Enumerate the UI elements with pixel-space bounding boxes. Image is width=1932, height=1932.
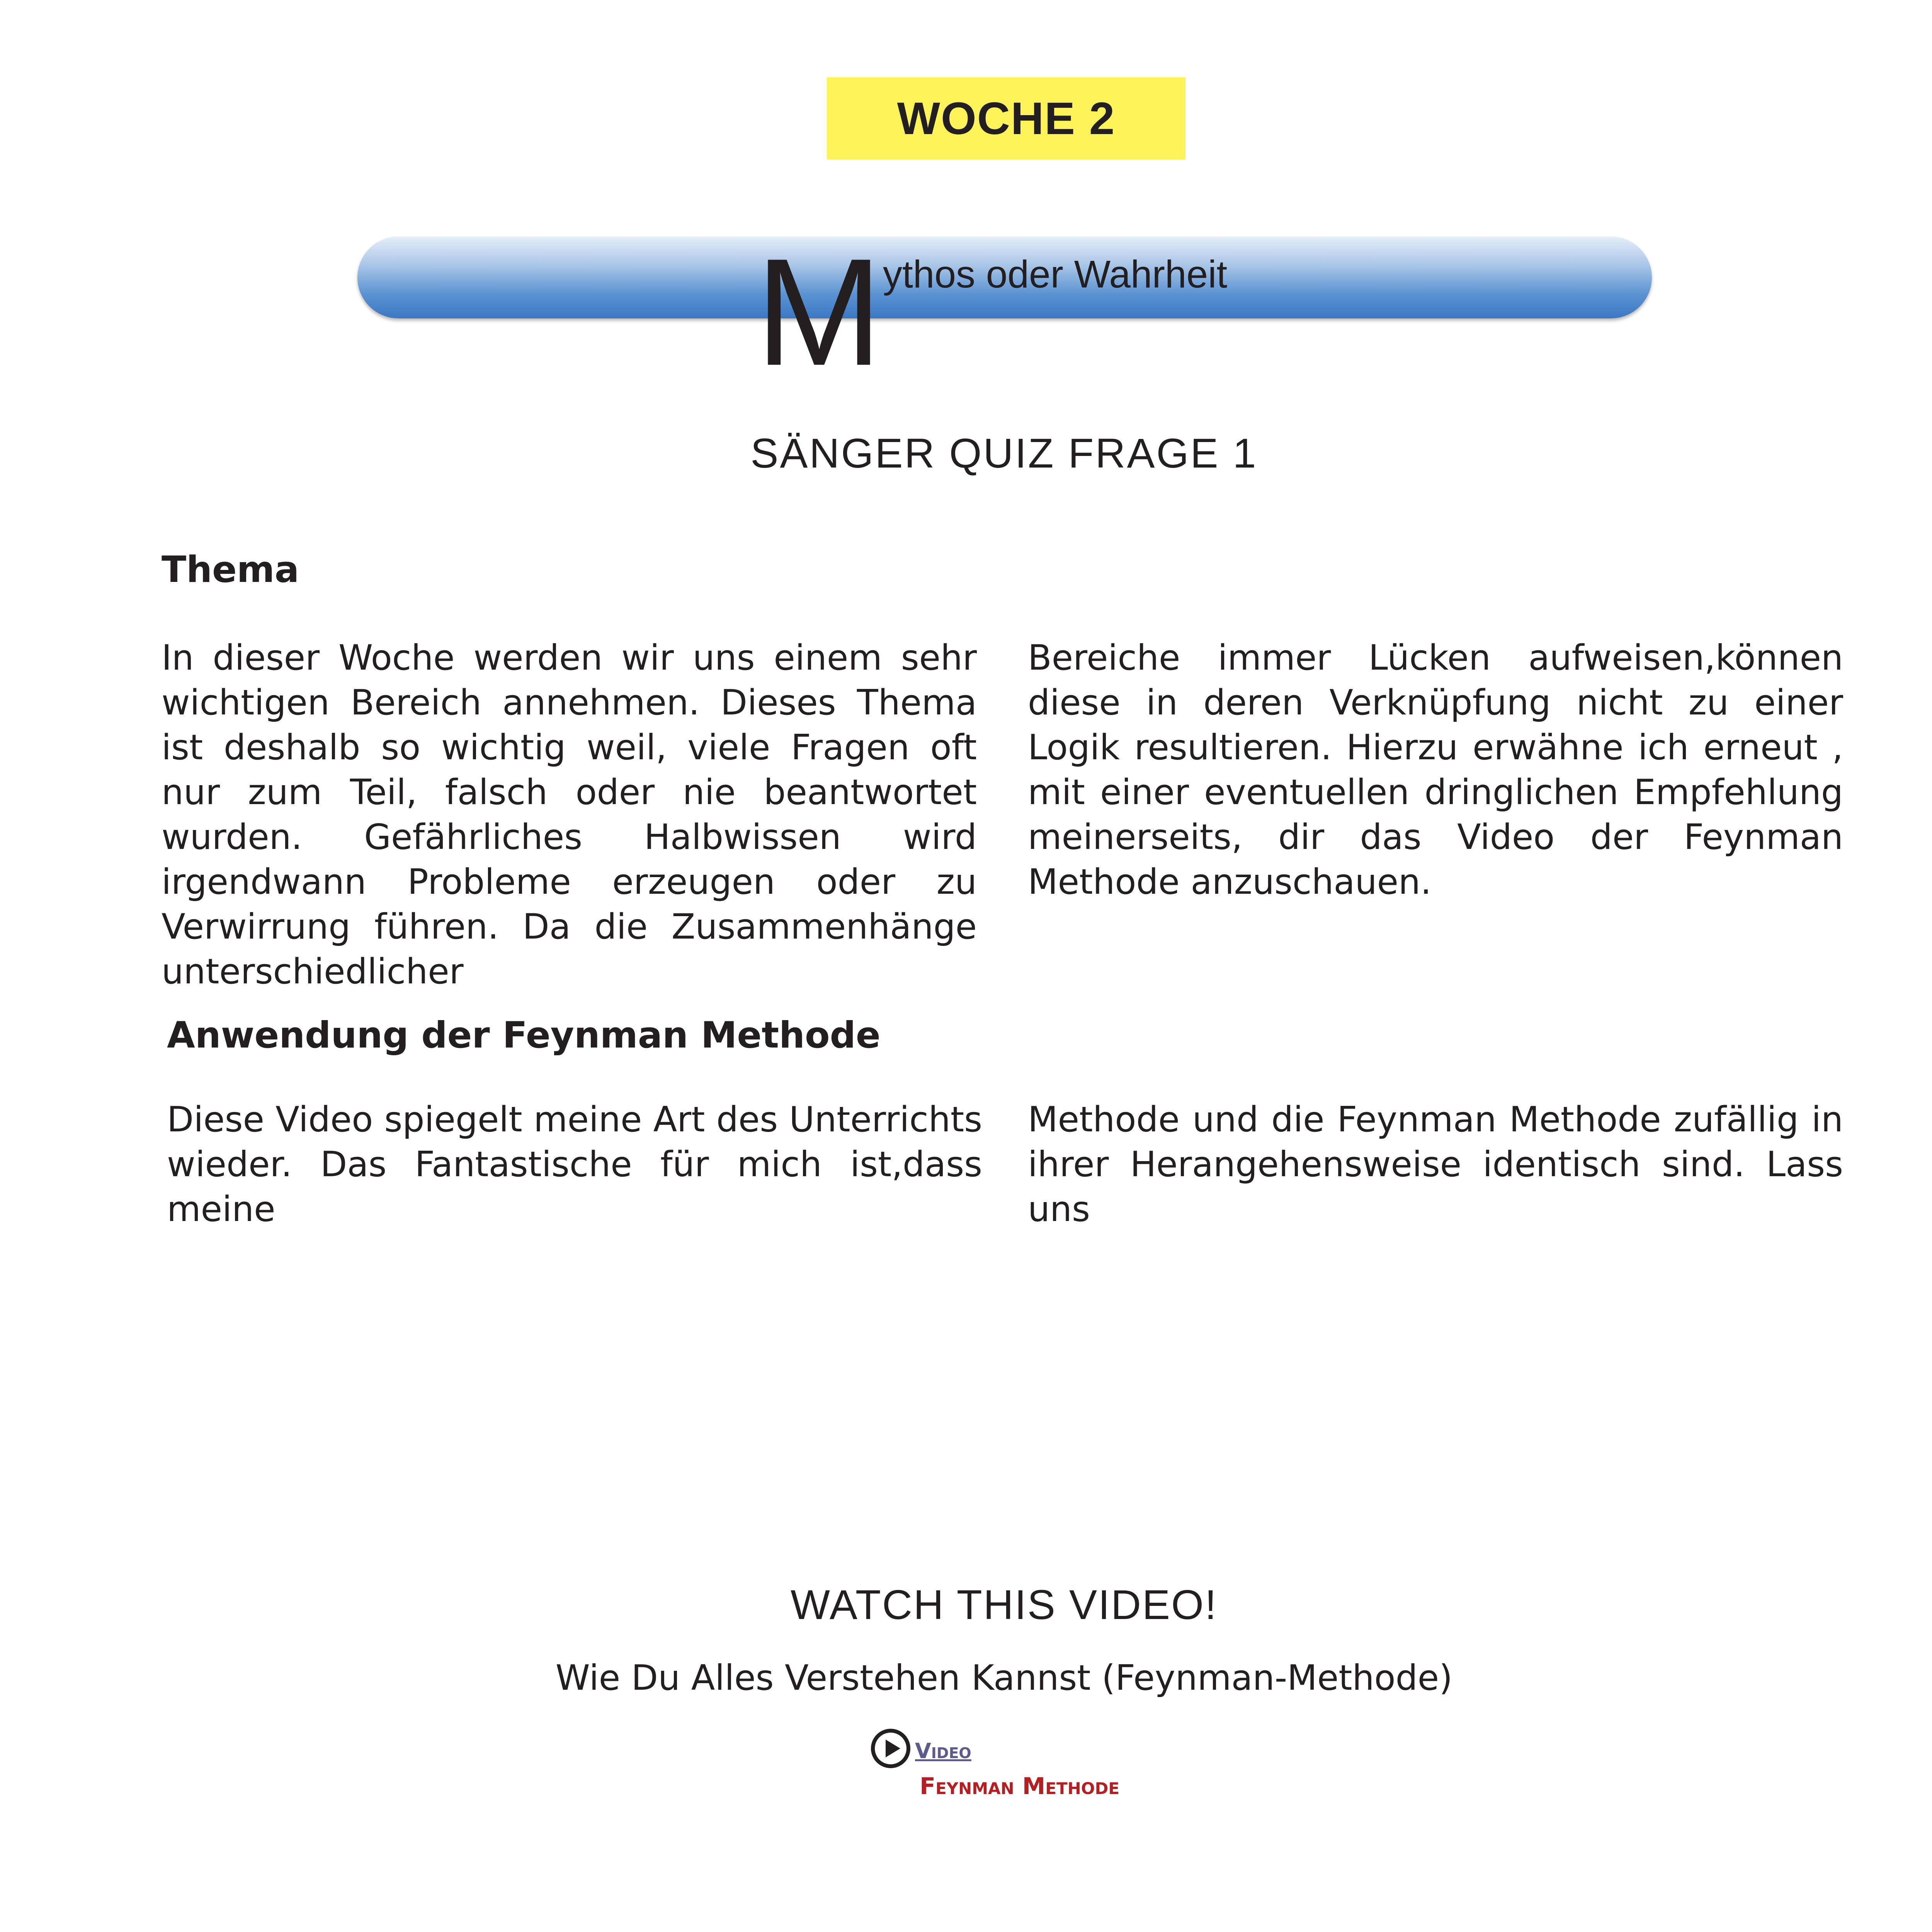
video-title: Wie Du Alles Verstehen Kannst (Feynman-Methode): [555, 1658, 1453, 1698]
play-circle-icon: [869, 1727, 912, 1770]
video-link-label[interactable]: Video: [915, 1739, 971, 1763]
page-title: ythos oder Wahrheit: [883, 253, 1228, 296]
section-heading-thema: Thema: [162, 549, 299, 591]
week-label: WOCHE 2: [897, 93, 1116, 144]
week-badge: [827, 77, 1185, 160]
feynman-link-label[interactable]: Feynman Methode: [920, 1773, 1120, 1800]
section-heading-feynman: Anwendung der Feynman Methode: [167, 1014, 881, 1056]
feynman-left-column: Diese Video spiegelt meine Art des Unterrichts wieder. Das Fantastische für mich ist,dass meine: [167, 1099, 982, 1230]
video-link[interactable]: [869, 1727, 1179, 1804]
thema-right-column: Bereiche immer Lücken aufweisen,können diese in deren Verknüpfung nicht zu einer Logik resultieren. Hierzu erwähne ich erneut , mit einer eventuellen dringlichen Empfehlung meinerseits, dir das Video der Feynman Methode anzuschauen.: [1028, 638, 1843, 902]
title-drop-cap: M: [755, 226, 883, 397]
feynman-right-column: Methode und die Feynman Methode zufällig in ihrer Herangehensweise identisch sind. Lass uns: [1028, 1099, 1843, 1230]
watch-video-heading: WATCH THIS VIDEO!: [790, 1581, 1218, 1628]
page-subtitle: SÄNGER QUIZ FRAGE 1: [750, 430, 1258, 476]
thema-left-column: In dieser Woche werden wir uns einem sehr wichtigen Bereich annehmen. Dieses Thema ist deshalb so wichtig weil, viele Fragen oft nur zum Teil, falsch oder nie beantwortet wurden. Gefährliches Halbwissen wird irgendwann Probleme erzeugen oder zu Verwirrung führen. Da die Zusammenhänge unterschiedlicher: [162, 638, 977, 992]
